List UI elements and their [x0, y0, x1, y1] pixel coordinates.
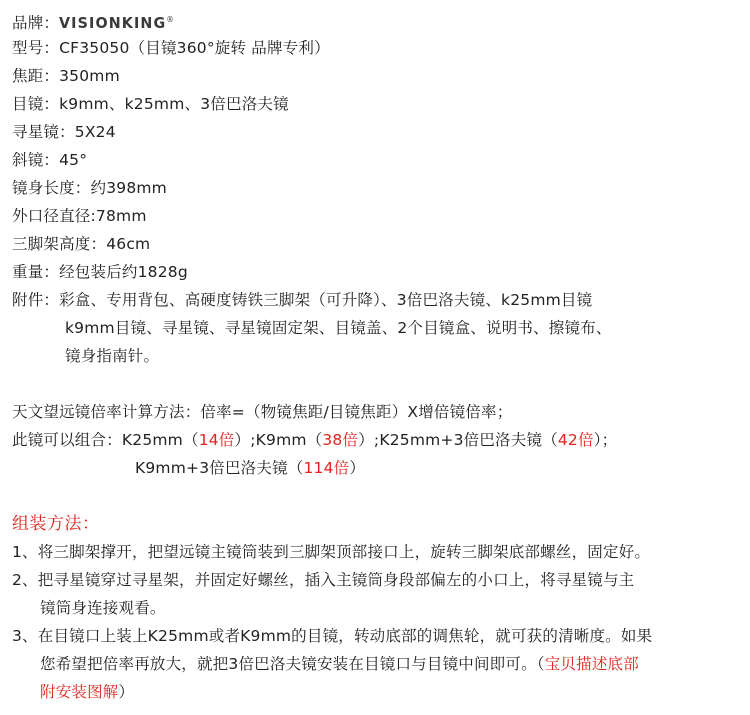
- model-line: 型号：CF35050（目镜360°旋转 品牌专利）: [12, 39, 330, 57]
- accessories-line-3: 镜身指南针。: [65, 347, 160, 365]
- tube-length-line: 镜身长度：约398mm: [12, 179, 167, 197]
- diagram-note-red: 宝贝描述底部: [544, 655, 639, 673]
- diagram-note-red-2: 附安装图解: [40, 683, 119, 701]
- combo-k25-barlow-lead: ）;K25mm+3倍巴洛夫镜（: [358, 431, 558, 449]
- assembly-step-2-line-1: 2、把寻星镜穿过寻星架，并固定好螺丝，插入主镜筒身段部偏左的小口上，将寻星镜与主: [12, 571, 635, 589]
- diagram-note-close: ）: [118, 683, 135, 701]
- combo-line2-tail: ）: [349, 459, 366, 477]
- assembly-step-3-text: 您希望把倍率再放大，就把3倍巴洛夫镜安装在目镜口与目镜中间即可。（: [40, 655, 545, 673]
- combo-k25-value: 14倍: [198, 431, 235, 449]
- finder-line: 寻星镜：5X24: [12, 123, 116, 141]
- combinations-line-1: [12, 430, 617, 450]
- weight-line: 重量：经包装后约1828g: [12, 263, 188, 281]
- combo-k9-barlow-lead: K9mm+3倍巴洛夫镜（: [135, 459, 304, 477]
- accessories-line-2: k9mm目镜、寻星镜、寻星镜固定架、目镜盖、2个目镜盒、说明书、擦镜布、: [65, 319, 612, 337]
- assembly-step-2-line-2: 镜筒身连接观看。: [40, 599, 166, 617]
- diagonal-line: 斜镜：45°: [12, 151, 88, 169]
- assembly-heading: 组装方法：: [12, 514, 100, 534]
- accessories-line-1: 附件：彩盒、专用背包、高硬度铸铁三脚架（可升降）、3倍巴洛夫镜、k25mm目镜: [12, 291, 593, 309]
- combo-lead-text: 此镜可以组合：K25mm（: [12, 431, 199, 449]
- magnification-formula: 天文望远镜倍率计算方法：倍率=（物镜焦距/目镜焦距）X增倍镜倍率；: [12, 403, 513, 421]
- combo-k9-value: 38倍: [322, 431, 359, 449]
- combo-k25-barlow-value: 42倍: [557, 431, 594, 449]
- assembly-step-3-line-1: 3、在目镜口上装上K25mm或者K9mm的目镜，转动底部的调焦轮，就可获的清晰度。如果: [12, 627, 653, 645]
- combo-k9-lead: ）;K9mm（: [234, 431, 323, 449]
- assembly-step-1: 1、将三脚架撑开，把望远镜主镜筒装到三脚架顶部接口上，旋转三脚架底部螺丝，固定好。: [12, 543, 651, 561]
- combinations-line-2: [135, 458, 365, 478]
- visionking-logo: VISIONKING®: [59, 14, 175, 32]
- combo-k9-barlow-value: 114倍: [303, 459, 350, 477]
- brand-line: [12, 10, 180, 33]
- focal-length-line: 焦距：350mm: [12, 67, 120, 85]
- combo-line1-tail: ）；: [593, 431, 618, 449]
- tripod-height-line: 三脚架高度：46cm: [12, 235, 151, 253]
- brand-label: 品牌：: [12, 14, 60, 32]
- eyepieces-line: 目镜：k9mm、k25mm、3倍巴洛夫镜: [12, 95, 289, 113]
- outer-diameter-line: 外口径直径:78mm: [12, 207, 147, 225]
- assembly-step-3-line-2: [40, 654, 639, 674]
- assembly-step-3-line-3: [40, 682, 134, 702]
